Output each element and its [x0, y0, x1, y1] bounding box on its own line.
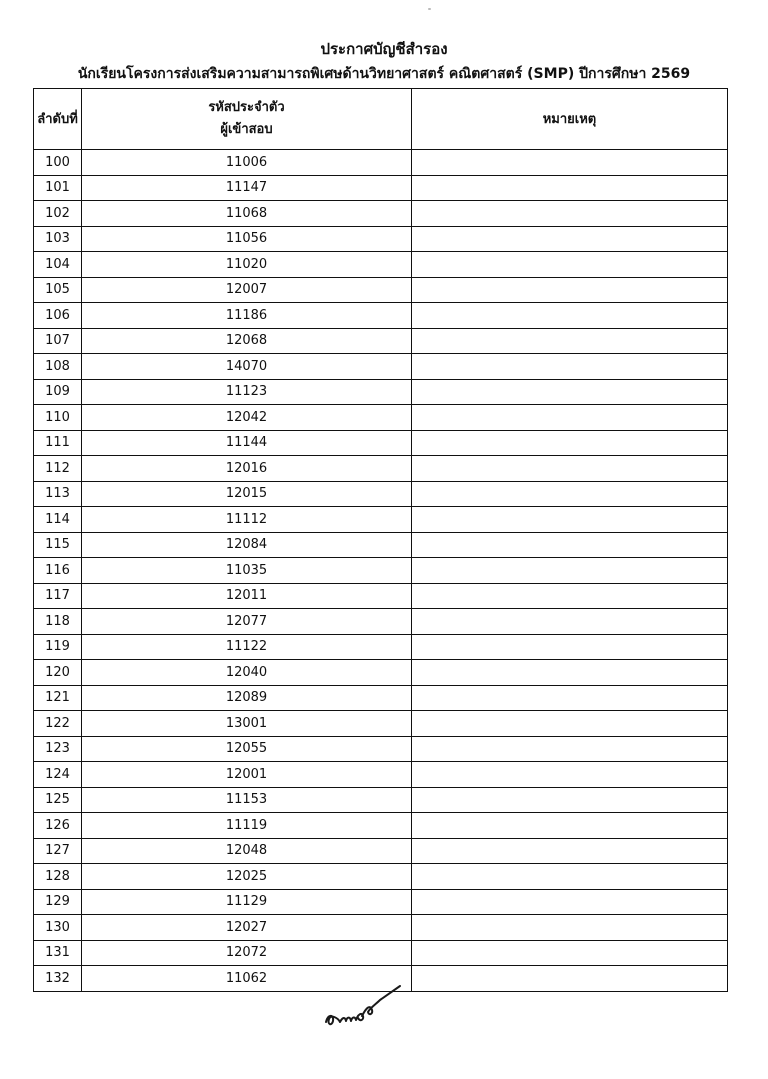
row-order-number: 111	[34, 430, 82, 456]
table-row	[34, 354, 728, 380]
row-remark	[412, 507, 728, 533]
row-order-number: 126	[34, 813, 82, 839]
row-remark	[412, 150, 728, 176]
table-row	[34, 481, 728, 507]
row-examinee-id: 11068	[82, 201, 412, 227]
row-remark	[412, 252, 728, 278]
row-order-number: 100	[34, 150, 82, 176]
row-order-number: 114	[34, 507, 82, 533]
row-examinee-id: 12048	[82, 838, 412, 864]
row-examinee-id: 11123	[82, 379, 412, 405]
row-remark	[412, 430, 728, 456]
row-order-number: 101	[34, 175, 82, 201]
row-remark	[412, 813, 728, 839]
row-order-number: 132	[34, 966, 82, 992]
table-body	[34, 150, 728, 992]
header-remarks: หมายเหตุ	[412, 89, 728, 150]
row-remark	[412, 481, 728, 507]
signature-icon	[322, 978, 406, 1032]
row-remark	[412, 711, 728, 737]
signature-stroke	[326, 986, 400, 1024]
table-row	[34, 889, 728, 915]
row-order-number: 127	[34, 838, 82, 864]
row-examinee-id: 11006	[82, 150, 412, 176]
row-remark	[412, 277, 728, 303]
row-examinee-id: 11119	[82, 813, 412, 839]
row-order-number: 121	[34, 685, 82, 711]
table-row	[34, 201, 728, 227]
row-order-number: 120	[34, 660, 82, 686]
row-examinee-id: 12068	[82, 328, 412, 354]
row-order-number: 129	[34, 889, 82, 915]
row-order-number: 104	[34, 252, 82, 278]
row-remark	[412, 175, 728, 201]
row-examinee-id: 12089	[82, 685, 412, 711]
page-title: ประกาศบัญชีสำรอง	[320, 40, 448, 58]
row-examinee-id: 12027	[82, 915, 412, 941]
table-row	[34, 328, 728, 354]
table-header-row	[34, 89, 728, 150]
row-order-number: 122	[34, 711, 82, 737]
row-examinee-id: 12001	[82, 762, 412, 788]
row-remark	[412, 838, 728, 864]
table-row	[34, 226, 728, 252]
row-order-number: 117	[34, 583, 82, 609]
reserve-list-table	[33, 88, 728, 992]
table-row	[34, 762, 728, 788]
table-row	[34, 609, 728, 635]
row-order-number: 103	[34, 226, 82, 252]
row-remark	[412, 328, 728, 354]
table-row	[34, 864, 728, 890]
row-examinee-id: 12072	[82, 940, 412, 966]
table-row	[34, 583, 728, 609]
header-examinee-id	[82, 89, 412, 150]
row-examinee-id: 11153	[82, 787, 412, 813]
row-examinee-id: 11112	[82, 507, 412, 533]
row-order-number: 107	[34, 328, 82, 354]
row-remark	[412, 762, 728, 788]
row-order-number: 116	[34, 558, 82, 584]
page-subtitle: นักเรียนโครงการส่งเสริมความสามารถพิเศษด้านวิทยาศาสตร์ คณิตศาสตร์ (SMP) ปีการศึกษา 2569	[77, 66, 691, 82]
table-row	[34, 277, 728, 303]
table-row	[34, 685, 728, 711]
header-examinee-id-line2: ผู้เข้าสอบ	[220, 122, 273, 137]
row-examinee-id: 12055	[82, 736, 412, 762]
row-examinee-id: 12040	[82, 660, 412, 686]
row-remark	[412, 736, 728, 762]
row-order-number: 102	[34, 201, 82, 227]
row-order-number: 115	[34, 532, 82, 558]
row-order-number: 128	[34, 864, 82, 890]
row-order-number: 130	[34, 915, 82, 941]
row-remark	[412, 634, 728, 660]
row-remark	[412, 787, 728, 813]
row-remark	[412, 940, 728, 966]
header-order-number: ลำดับที่	[34, 89, 82, 150]
row-order-number: 131	[34, 940, 82, 966]
row-remark	[412, 201, 728, 227]
header-examinee-id-line1: รหัสประจำตัว	[208, 100, 285, 115]
table-row	[34, 711, 728, 737]
row-examinee-id: 12011	[82, 583, 412, 609]
table-row	[34, 303, 728, 329]
row-remark	[412, 966, 728, 992]
row-order-number: 123	[34, 736, 82, 762]
row-remark	[412, 405, 728, 431]
row-examinee-id: 11129	[82, 889, 412, 915]
row-examinee-id: 11147	[82, 175, 412, 201]
scan-speck	[428, 8, 431, 10]
table-row	[34, 252, 728, 278]
row-order-number: 110	[34, 405, 82, 431]
row-examinee-id: 12077	[82, 609, 412, 635]
row-remark	[412, 532, 728, 558]
row-remark	[412, 915, 728, 941]
row-examinee-id: 11122	[82, 634, 412, 660]
row-order-number: 125	[34, 787, 82, 813]
row-remark	[412, 685, 728, 711]
row-remark	[412, 456, 728, 482]
row-remark	[412, 379, 728, 405]
row-examinee-id: 11144	[82, 430, 412, 456]
row-order-number: 118	[34, 609, 82, 635]
row-order-number: 112	[34, 456, 82, 482]
table-row	[34, 838, 728, 864]
row-examinee-id: 12015	[82, 481, 412, 507]
row-order-number: 105	[34, 277, 82, 303]
row-remark	[412, 583, 728, 609]
table-row	[34, 558, 728, 584]
row-remark	[412, 889, 728, 915]
table-row	[34, 175, 728, 201]
row-order-number: 106	[34, 303, 82, 329]
row-examinee-id: 11020	[82, 252, 412, 278]
table-row	[34, 379, 728, 405]
row-order-number: 109	[34, 379, 82, 405]
table-row	[34, 532, 728, 558]
row-examinee-id: 12025	[82, 864, 412, 890]
row-examinee-id: 12084	[82, 532, 412, 558]
row-examinee-id: 11062	[82, 966, 412, 992]
row-remark	[412, 609, 728, 635]
table-row	[34, 150, 728, 176]
row-order-number: 119	[34, 634, 82, 660]
row-remark	[412, 660, 728, 686]
row-examinee-id: 12042	[82, 405, 412, 431]
row-order-number: 113	[34, 481, 82, 507]
table-row	[34, 736, 728, 762]
row-examinee-id: 14070	[82, 354, 412, 380]
row-remark	[412, 354, 728, 380]
row-remark	[412, 226, 728, 252]
row-examinee-id: 12007	[82, 277, 412, 303]
table-row	[34, 634, 728, 660]
row-order-number: 108	[34, 354, 82, 380]
table-row	[34, 813, 728, 839]
row-order-number: 124	[34, 762, 82, 788]
table-row	[34, 430, 728, 456]
table-row	[34, 915, 728, 941]
table-row	[34, 660, 728, 686]
table-row	[34, 787, 728, 813]
row-remark	[412, 864, 728, 890]
table-row	[34, 456, 728, 482]
row-examinee-id: 13001	[82, 711, 412, 737]
row-examinee-id: 12016	[82, 456, 412, 482]
row-examinee-id: 11186	[82, 303, 412, 329]
row-remark	[412, 303, 728, 329]
table-row	[34, 507, 728, 533]
row-examinee-id: 11035	[82, 558, 412, 584]
table-row	[34, 405, 728, 431]
table-row	[34, 940, 728, 966]
row-remark	[412, 558, 728, 584]
row-examinee-id: 11056	[82, 226, 412, 252]
